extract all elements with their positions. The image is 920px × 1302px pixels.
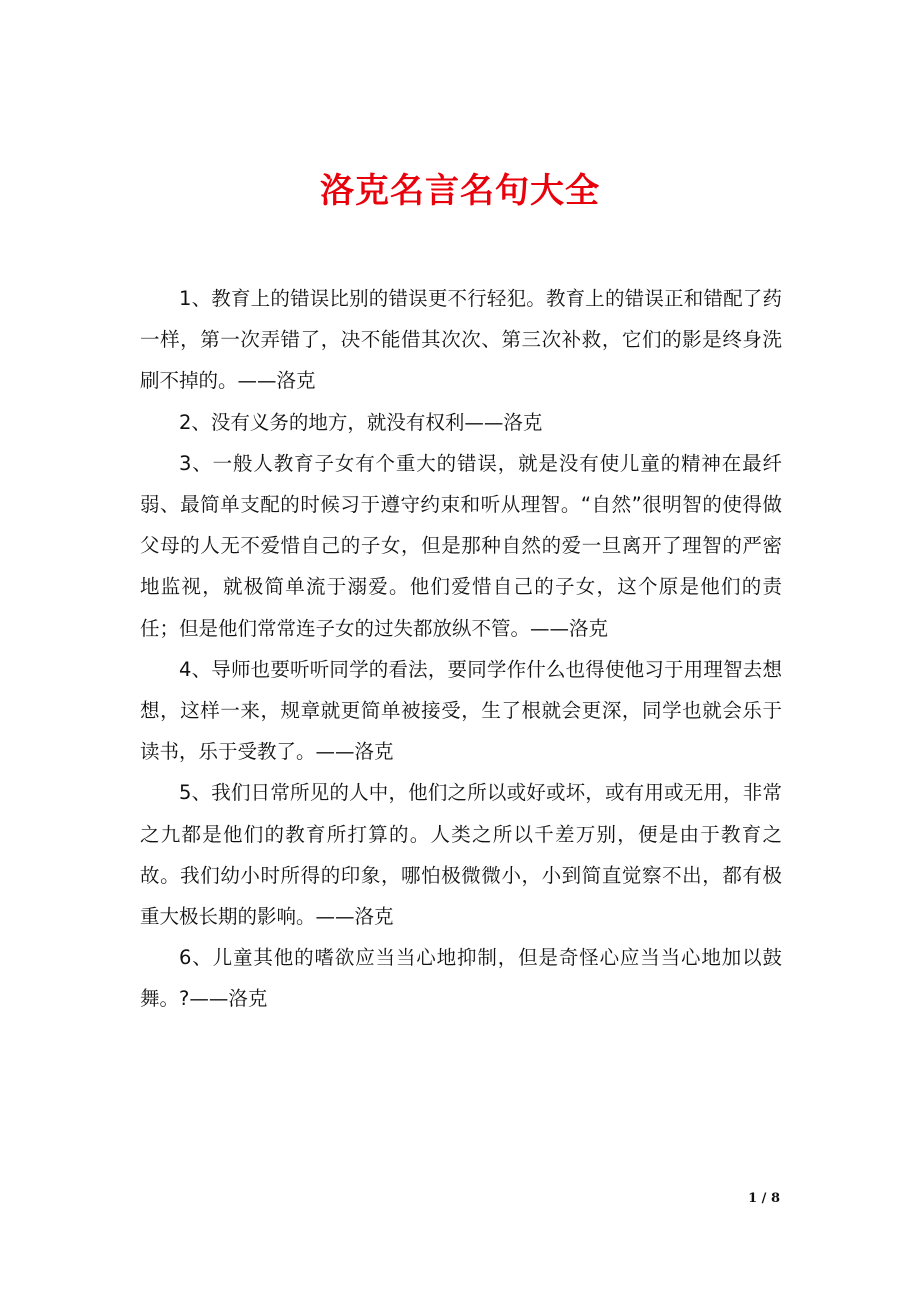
- document-title: 洛克名言名句大全: [320, 170, 600, 211]
- paragraph-3: 3、一般人教育子女有个重大的错误，就是没有使儿童的精神在最纤弱、最简单支配的时候习于遵守约束和听从理智。“自然”很明智的使得做父母的人无不爱惜自己的子女，但是那种自然的爱一旦离开了理智的严密地监视，就极简单流于溺爱。他们爱惜自己的子女，这个原是他们的责任；但是他们常常连子女的过失都放纵不管。——洛克: [140, 451, 782, 640]
- page-number: 1 / 8: [748, 1191, 780, 1206]
- document-body: [140, 278, 782, 1020]
- paragraph-6: 6、儿童其他的嗜欲应当当心地抑制，但是奇怪心应当当心地加以鼓舞。?——洛克: [140, 946, 782, 1011]
- paragraph-5: 5、我们日常所见的人中，他们之所以或好或坏，或有用或无用，非常之九都是他们的教育所打算的。人类之所以千差万别，便是由于教育之故。我们幼小时所得的印象，哪怕极微微小，小到简直觉察不出，都有极重大极长期的影响。——洛克: [140, 781, 782, 929]
- paragraph-4: 4、导师也要听听同学的看法，要同学作什么也得使他习于用理智去想想，这样一来，规章就更简单被接受，生了根就会更深，同学也就会乐于读书，乐于受教了。——洛克: [140, 657, 782, 764]
- paragraph-2: 2、没有义务的地方，就没有权利——洛克: [179, 410, 543, 434]
- paragraph-1: 1、教育上的错误比别的错误更不行轻犯。教育上的错误正和错配了药一样，第一次弄错了，决不能借其次次、第三次补救，它们的影是终身洗刷不掉的。——洛克: [140, 287, 782, 393]
